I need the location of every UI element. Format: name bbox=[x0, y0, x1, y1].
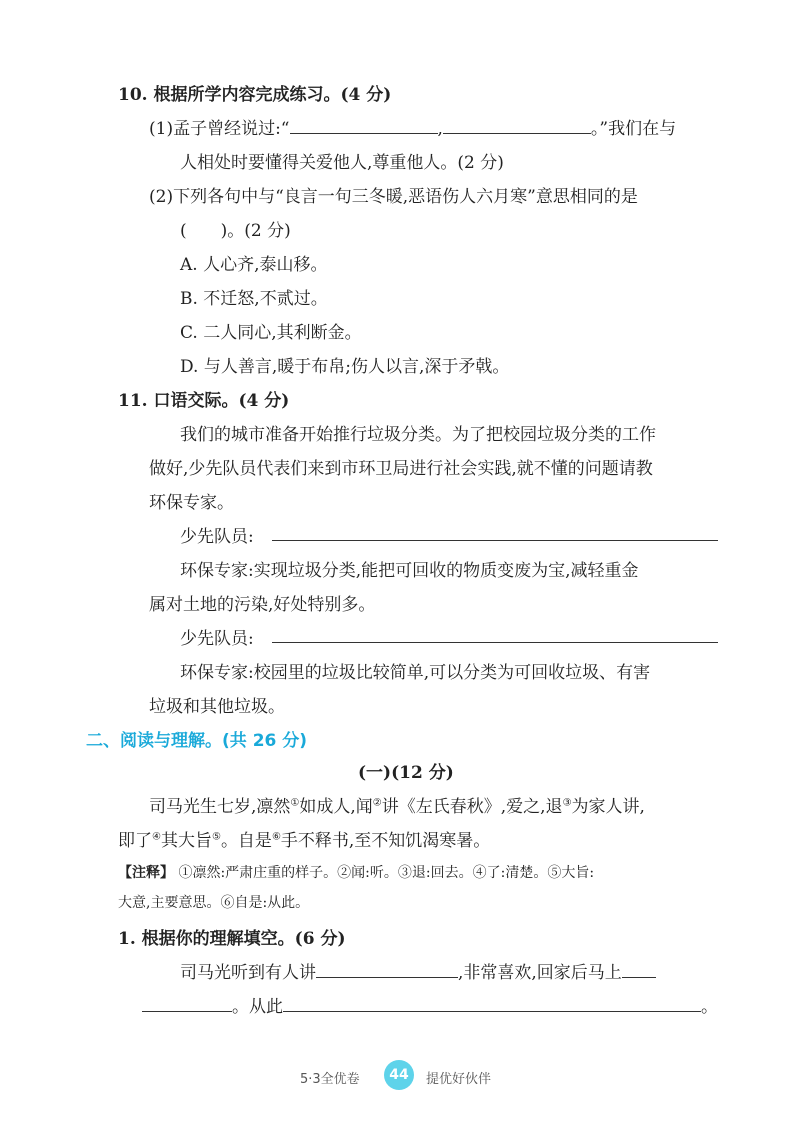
student-label-2: 少先队员: bbox=[180, 629, 254, 649]
s2-q1-text: 。从此 bbox=[232, 997, 283, 1017]
answer-blank-5[interactable] bbox=[283, 993, 701, 1012]
answer-blank-3[interactable] bbox=[316, 959, 458, 978]
answer-blank-4b[interactable] bbox=[142, 993, 232, 1012]
q10-part1-prefix: (1)孟子曾经说过:“ bbox=[149, 119, 290, 139]
passage-text: 其大旨 bbox=[160, 831, 212, 851]
s2-q1-text: 司马光听到有人讲 bbox=[180, 963, 316, 983]
expert-reply-1-line1: 环保专家:实现垃圾分类,能把可回收的物质变废为宝,减轻重金 bbox=[180, 561, 639, 581]
passage-text: 如成人,闻 bbox=[299, 797, 373, 817]
q11-intro-line2: 做好,少先队员代表们来到市环卫局进行社会实践,就不懂的问题请教 bbox=[149, 459, 653, 479]
s2-q1-text: ,非常喜欢,回家后马上 bbox=[458, 963, 622, 983]
footnote-marker: ① bbox=[290, 797, 300, 809]
passage-text: 司马光生七岁,凛然 bbox=[149, 797, 291, 817]
passage-text: 讲《左氏春秋》,爱之,退 bbox=[381, 797, 563, 817]
q11-intro-line3: 环保专家。 bbox=[149, 493, 234, 513]
q10-part1-line2: 人相处时要懂得关爱他人,尊重他人。(2 分) bbox=[180, 153, 504, 173]
option-a: A. 人心齐,泰山移。 bbox=[180, 255, 328, 275]
footnote-marker: ④ bbox=[152, 831, 161, 843]
q11-intro-line1: 我们的城市准备开始推行垃圾分类。为了把校园垃圾分类的工作 bbox=[180, 425, 656, 445]
answer-blank-1[interactable] bbox=[290, 115, 438, 134]
s2-q1-text: 。 bbox=[701, 997, 718, 1017]
section-heading: 二、阅读与理解。(共 26 分) bbox=[86, 731, 308, 751]
option-d: D. 与人善言,暖于布帛;伤人以言,深于矛戟。 bbox=[180, 357, 510, 377]
q10-part2-line1: (2)下列各句中与“良言一句三冬暖,恶语伤人六月寒”意思相同的是 bbox=[149, 187, 638, 207]
expert-reply-2-line2: 垃圾和其他垃圾。 bbox=[149, 697, 285, 717]
answer-line-student-2[interactable] bbox=[272, 642, 718, 643]
student-label-1: 少先队员: bbox=[180, 527, 254, 547]
notes-line1 bbox=[118, 862, 594, 882]
passage-text: 。自是 bbox=[220, 831, 272, 851]
footer-slogan: 提优好伙伴 bbox=[426, 1072, 492, 1087]
expert-reply-1-line2: 属对土地的污染,好处特别多。 bbox=[149, 595, 376, 615]
footnote-marker: ⑥ bbox=[271, 831, 281, 843]
notes-label: 【注释】 bbox=[118, 865, 174, 881]
s2-q1-title: 1. 根据你的理解填空。(6 分) bbox=[118, 929, 346, 949]
notes-line2: 大意,主要意思。⑥自是:从此。 bbox=[118, 895, 310, 911]
passage-title: (一)(12 分) bbox=[358, 763, 454, 783]
option-c: C. 二人同心,其利断金。 bbox=[180, 323, 362, 343]
answer-line-student-1[interactable] bbox=[272, 540, 718, 541]
q10-part1-comma: , bbox=[437, 119, 443, 139]
answer-blank-2[interactable] bbox=[443, 115, 591, 134]
expert-reply-2-line1: 环保专家:校园里的垃圾比较简单,可以分类为可回收垃圾、有害 bbox=[180, 663, 651, 683]
q10-part2-line2: ( )。(2 分) bbox=[180, 221, 291, 241]
footnote-marker: ③ bbox=[562, 797, 572, 809]
footnote-marker: ⑤ bbox=[211, 831, 221, 843]
option-b: B. 不迁怒,不贰过。 bbox=[180, 289, 328, 309]
q10-title: 10. 根据所学内容完成练习。(4 分) bbox=[118, 85, 392, 105]
passage-text: 为家人讲, bbox=[571, 797, 645, 817]
notes-text: ①凛然:严肃庄重的样子。②闻:听。③退:回去。④了:清楚。⑤大旨: bbox=[178, 865, 595, 881]
q10-part1-line1 bbox=[149, 114, 676, 139]
footnote-marker: ② bbox=[372, 797, 382, 809]
q10-part1-suffix: 。”我们在与 bbox=[590, 119, 677, 139]
passage-line2 bbox=[118, 826, 490, 851]
passage-text: 即了 bbox=[118, 831, 152, 851]
passage-text: 手不释书,至不知饥渴寒暑。 bbox=[280, 831, 491, 851]
footer-book-title: 5·3全优卷 bbox=[300, 1072, 360, 1087]
q11-title: 11. 口语交际。(4 分) bbox=[118, 391, 290, 411]
passage-line1 bbox=[149, 792, 645, 817]
page-number-badge: 44 bbox=[384, 1060, 414, 1090]
answer-blank-4a[interactable] bbox=[622, 959, 656, 978]
s2-q1-line1 bbox=[180, 958, 656, 983]
s2-q1-line2 bbox=[142, 992, 718, 1017]
